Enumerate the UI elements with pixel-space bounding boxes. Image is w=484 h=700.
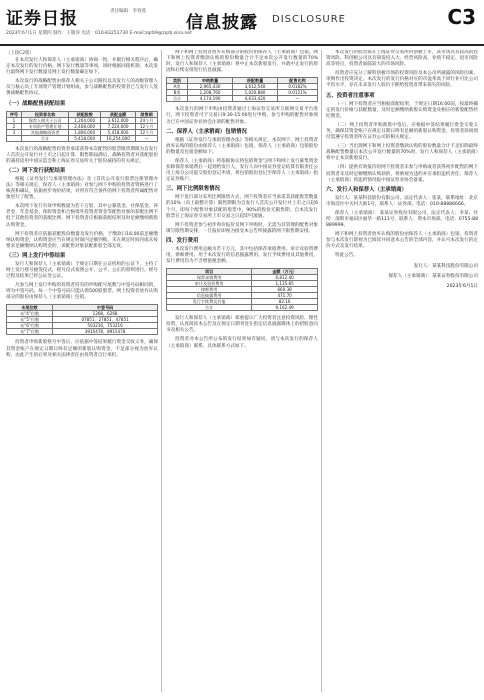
paragraph: 本次发行的战略配售投资者承诺获得本次配售的股票限售期限为自发行人首次公开发行并上市之日起计算，限售期届满后，战略投资者对获配股份的减持适用中国证监会和上海证券交易所关于股份减持的有关规定。 xyxy=(6,146,158,164)
issuance-fee-table xyxy=(166,268,318,311)
table-cell: 2,408,000 xyxy=(69,123,101,129)
section-title: 信息披露 xyxy=(186,13,258,33)
table-cell: 律师费用 xyxy=(167,287,252,293)
table-cell: 审计及验资费用 xyxy=(167,281,252,287)
paragraph: 本次发行的股票拟在上海证券交易所科创板上市，该市场具有较高的投资风险。科创板公司具有研发投入大、经营风险高、业绩不稳定、退市风险高等特点，投资者面临较大的市场风险。 xyxy=(326,50,478,68)
paragraph: 凡参与网上发行申购的投资者持有的申购配号尾数与中签号码相同的，则为中签号码，每一个中签号码只能认购500股股票。网上投资者放弃认购部分的股份由保荐人（主承销商）包销。 xyxy=(6,283,158,301)
table-cell: 1,135.85 xyxy=(252,281,318,287)
table-header-cell: 申购数量 xyxy=(188,78,233,84)
table-cell: A类 xyxy=(167,84,188,90)
table-header-cell: 获配股数 xyxy=(69,111,101,117)
paragraph: 发行人和保荐人（主承销商）郑重提示广大投资者注意投资风险，理性投资，认真阅读本公告及在规定日期刊登在指定信息披露媒体上的招股意向书及相关公告。 xyxy=(166,316,318,334)
paragraph: 网下和网上投资者放弃认购部分的股份由保荐人（主承销商）包销。网下和网上投资者缴款认购的股份数量合计不足本次公开发行数量的70%时，发行人和保荐人（主承销商）将中止本次新股发行，并就中止发行的原因和后续安排进行信息披露。 xyxy=(166,50,318,74)
paragraph: 发行人和保荐人（主承销商）于规定日期在公证机构的公证下，主持了网上发行摇号抽签仪式，摇号仪式按照公开、公平、公正的原则进行，摇号过程及结果已经公证处公证。 xyxy=(6,261,158,280)
paragraph: 保荐人（主承销商）：某某证券股份有限公司，法定代表人：李某，住所：深圳市福田区福华一路111号，联系人：资本市场部，电话：0755-88889999。 xyxy=(326,210,478,229)
paragraph: （三）当出现网下和网上投资者缴款认购的股份数量合计不足扣除最终战略配售数量后本次公开发行数量的70%时，发行人和保荐人（主承销商）将中止本次新股发行。 xyxy=(326,144,478,162)
table-cell: 07851，27851，47851 xyxy=(53,317,158,323)
table-cell: — xyxy=(136,135,158,141)
paragraph: 保荐人（主承销商）将依据协议将包销资金与网下和网上发行募集资金扣除保荐承销费后一起划给发行人，发行人向中国证券登记结算有限责任公司上海分公司提交股份登记申请，将包销股份登记至保荐人（主承销商）指定证券账户。 xyxy=(166,158,318,183)
table-cell: 4,633,420 xyxy=(233,96,278,102)
table-header-cell: 末尾位数 xyxy=(7,305,53,311)
table-cell: 保荐人相关子公司 xyxy=(21,117,69,123)
lottery-result-table xyxy=(6,304,158,335)
paragraph: 网下发行部分采用比例限售方式，网下投资者应当承诺其获配股票数量的10%（向上取整计算）限售期限为自发行人首次公开发行并上市之日起6个月。即每个配售对象获配的股票中，90%的股份无限售期，自本次发行股票在上海证券交易所上市交易之日起即可流通。 xyxy=(166,195,318,219)
table-header-cell: 项目 xyxy=(167,269,252,275)
paragraph: 发行人：某某科技股份有限公司，法定代表人：张某，联系地址：北京市海淀区中关村大街1号，联系人：证券部，电话：010-88886666。 xyxy=(326,195,478,207)
table-row xyxy=(7,135,158,141)
table-cell: 末“4”位数 xyxy=(7,311,53,317)
paragraph: 本次发行的网下申购由投资者通过上海证券交易所互联网交易平台进行，网下投资者可于交易日9:30-15:00进行申购，参与申购的配售对象须为已在中国证券业协会注册的配售对象。 xyxy=(166,107,318,125)
table-cell: 1,208,760 xyxy=(188,90,233,96)
section-heading: 四、发行费用 xyxy=(166,237,199,244)
newspaper-logo: 证券日报 xyxy=(6,9,78,29)
signature-sponsor: 保荐人（主承销商）：某某证券股份有限公司 xyxy=(388,273,478,279)
paragraph: 在本次发行人和保荐人（主承销商）协商一致，并履行相关程序后，确定本次发行的发行价格、网下发行数量等事项，同时根据回拨机制，本次发行最终网下发行数量及网上发行数量确定如下。 xyxy=(6,58,158,76)
table-row xyxy=(167,96,318,102)
column-1 xyxy=(6,50,158,692)
table-cell: 3,612,540 xyxy=(233,84,278,90)
paragraph: 投资者对本公告所公布的发行结果如有疑问，请与本次发行的保荐人（主承销商）联系，具体联系方式如下。 xyxy=(166,337,318,349)
table-cell: 5,418,000 xyxy=(69,135,101,141)
table-cell xyxy=(7,135,22,141)
section-heading: 五、投资者注意事项 xyxy=(326,92,375,99)
table-cell: 82.16 xyxy=(252,299,318,305)
table-cell: 3 xyxy=(7,129,22,135)
table-header-cell: 投资者名称 xyxy=(21,111,69,117)
section-heading: 三、网下比例限售情况 xyxy=(166,186,220,193)
table-header-cell: 类别 xyxy=(167,78,188,84)
column-3 xyxy=(326,50,478,692)
paragraph: 本次发行费用总额为若干万元，其中包括保荐承销费用、审计及验资费用、律师费用、用于本次发行的信息披露费用、发行手续费用及其他费用，发行费用均为不含增值税金额。 xyxy=(166,246,318,265)
table-cell: 合计 xyxy=(21,135,69,141)
table-row xyxy=(7,329,158,335)
signature-date: 2023年6月1日 xyxy=(446,283,478,289)
table-cell: 0.0182% xyxy=(277,84,317,90)
table-header-cell: 配售比例 xyxy=(277,78,317,84)
table-cell: 专项资产管理计划 xyxy=(21,123,69,129)
paragraph: （二）网上投资者申购新股中签后，应根据中签结果履行资金交收义务，确保其资金账户在规定日期日终有足额的新股认购资金，投资者款项划付需遵守投资者所在证券公司的相关规定。 xyxy=(326,122,478,141)
table-cell: 保荐承销费用 xyxy=(167,275,252,281)
table-cell: 24个月 xyxy=(136,117,158,123)
column-divider xyxy=(321,50,322,692)
table-cell: 16,254,000 xyxy=(101,135,136,141)
table-cell: 660.38 xyxy=(252,287,318,293)
table-cell: 2 xyxy=(7,123,22,129)
table-cell: 末“5”位数 xyxy=(7,317,53,323)
table-row xyxy=(167,305,318,311)
table-cell: 末“6”位数 xyxy=(7,323,53,329)
table-cell: 合计 xyxy=(167,96,188,102)
paragraph: 网下投资者参与初步询价报价及网下申购时，无需为其管理的配售对象填写限售期安排，一旦报价即视为接受本公告所披露的网下限售期安排。 xyxy=(166,222,318,234)
paragraph: 根据《证券发行与承销管理办法》及《首次公开发行股票注册管理办法》等相关规定，保荐人（主承销商）对参与网下申购的投资者资格进行了核查和确认，依据初步询价结果，对所有符合条件的网下投资者所属配售对象进行了配售。 xyxy=(6,176,158,201)
section-heading: 二、保荐人（主承销商）包销情况 xyxy=(166,128,247,135)
table-header-cell: 获配数量 xyxy=(233,78,278,84)
table-cell: 末“7”位数 xyxy=(7,329,53,335)
table-header-cell: 金额（万元） xyxy=(252,269,318,275)
section-heading: （三）网上发行中签结果 xyxy=(6,252,66,259)
column-divider xyxy=(161,50,162,692)
page-number: C3 xyxy=(447,5,476,29)
table-header-cell: 中签号码 xyxy=(53,305,158,311)
table-cell: 3,612,000 xyxy=(101,117,136,123)
table-cell: 1 xyxy=(7,117,22,123)
table-cell: 503216，753216 xyxy=(53,323,158,329)
editor-line: 责任编辑：李春莲 xyxy=(110,9,146,14)
table-cell: 0.0121% xyxy=(277,90,317,96)
table-cell: 12个月 xyxy=(136,129,158,135)
table-cell: 5,418,000 xyxy=(101,129,136,135)
table-cell: 发行手续费及其他 xyxy=(167,299,252,305)
table-cell: 合计 xyxy=(167,305,252,311)
table-cell: — xyxy=(277,96,317,102)
table-cell: 471.70 xyxy=(252,293,318,299)
table-cell: 3915478，8915478 xyxy=(53,329,158,335)
table-cell: 信息披露费用 xyxy=(167,293,252,299)
section-heading: 六、发行人和保荐人（主承销商） xyxy=(326,186,407,193)
paragraph: 网下和网上投资者放弃认购的股份由保荐人（主承销商）包销，投资者参与本次发行即视为已阅读并同意本公告的全部内容，并认可本次发行的定价方式及发行结果。 xyxy=(326,232,478,250)
table-cell: 4,174,190 xyxy=(188,96,233,102)
paragraph: 投资者应充分了解科创板市场的投资风险及本公司所披露的风险因素，审慎作出投资决定。本次发行的发行价格对应的市盈率高于同行业可比公司平均水平，存在未来发行人股价下跌给投资者带来损失的风险。 xyxy=(326,71,478,89)
table-cell: 其他战略投资者 xyxy=(21,129,69,135)
paragraph: 根据《证券发行与承销管理办法》等相关规定，本次网下、网上投资者放弃认购的股份由保荐人（主承销商）包销，保荐人（主承销商）包销股份的数量及包销金额如下。 xyxy=(166,137,318,155)
paragraph: （一）网下投资者应当根据获配结果，于规定日期16:00前，按最终确定的发行价格与获配数量，及时足额缴纳新股认购资金及相应的新股配售经纪佣金。 xyxy=(326,101,478,119)
table-cell: 1268，6268 xyxy=(53,311,158,317)
table-cell: 1,806,000 xyxy=(69,129,101,135)
table-header-cell: 限售期 xyxy=(136,111,158,117)
paragraph: 投资者申购新股摇号中签后，应依据中签结果履行资金交收义务，确保其资金账户在规定日期日终有足额的新股认购资金，不足部分视为放弃认购，由此产生的后果及相关法律责任由投资者自行承担。 xyxy=(6,340,158,358)
strategic-placement-table xyxy=(6,111,158,142)
continuation-note: （上接C2版） xyxy=(6,51,34,56)
section-heading: （一）战略配售获配结果 xyxy=(6,100,66,107)
signature-issuer: 发行人：某某科技股份有限公司 xyxy=(413,263,478,269)
column-2 xyxy=(166,50,318,692)
table-cell: B类 xyxy=(167,90,188,96)
table-header-cell: 序号 xyxy=(7,111,22,117)
table-cell: 6,812.40 xyxy=(252,275,318,281)
table-header-cell: 获配金额 xyxy=(101,111,136,117)
date-contact-line: 2023年6月1日 星期四 制作：王敬涛 电话：010-83251730 E-mail:zqrb9@zqrb.sina.net xyxy=(6,31,192,36)
paragraph: 本次网下发行有效申购数量为若干万股，其中公募基金、社保基金、养老金、年金基金、保险资金和合格境外投资者资金等配售对象的获配比例不低于其他投资者的获配比例。网下投资者应根据获配结果及时足额缴纳新股认购资金。 xyxy=(6,204,158,228)
page-body xyxy=(6,50,478,692)
paragraph: 网下投资者应依据获配股份数量及发行价格，于缴款日16:00前足额缴纳认购资金，认购资金应当在规定时间内足额到账，未在规定时间内或未按要求足额缴纳认购资金的，该配售对象获配新股全部无效。 xyxy=(6,231,158,249)
table-cell: 2,965,430 xyxy=(188,84,233,90)
paragraph: 本次发行的战略配售由保荐人相关子公司跟投以及发行人的高级管理人员与核心员工专项资产管理计划组成，参与战略配售的投资者已与发行人签署战略配售协议。 xyxy=(6,79,158,97)
section-title-english: DISCLOSURE xyxy=(272,14,346,25)
section-heading: （二）网下发行获配结果 xyxy=(6,167,66,174)
allocation-table xyxy=(166,77,318,102)
table-cell: 1,204,000 xyxy=(69,117,101,123)
table-cell: 1,020,880 xyxy=(233,90,278,96)
table-cell: 7,224,000 xyxy=(101,123,136,129)
table-cell: 9,162.49 xyxy=(252,305,318,311)
paragraph: （四）提供有效报价的网下投资者未参与申购或者获得初步配售的网下投资者未及时足额缴纳认购款的，将被视为违约并应承担违约责任，保荐人（主承销商）将违约情况报中国证券业协会备案。 xyxy=(326,165,478,183)
masthead xyxy=(0,0,484,46)
paragraph: 特此公告。 xyxy=(335,253,358,259)
table-cell: 12个月 xyxy=(136,123,158,129)
